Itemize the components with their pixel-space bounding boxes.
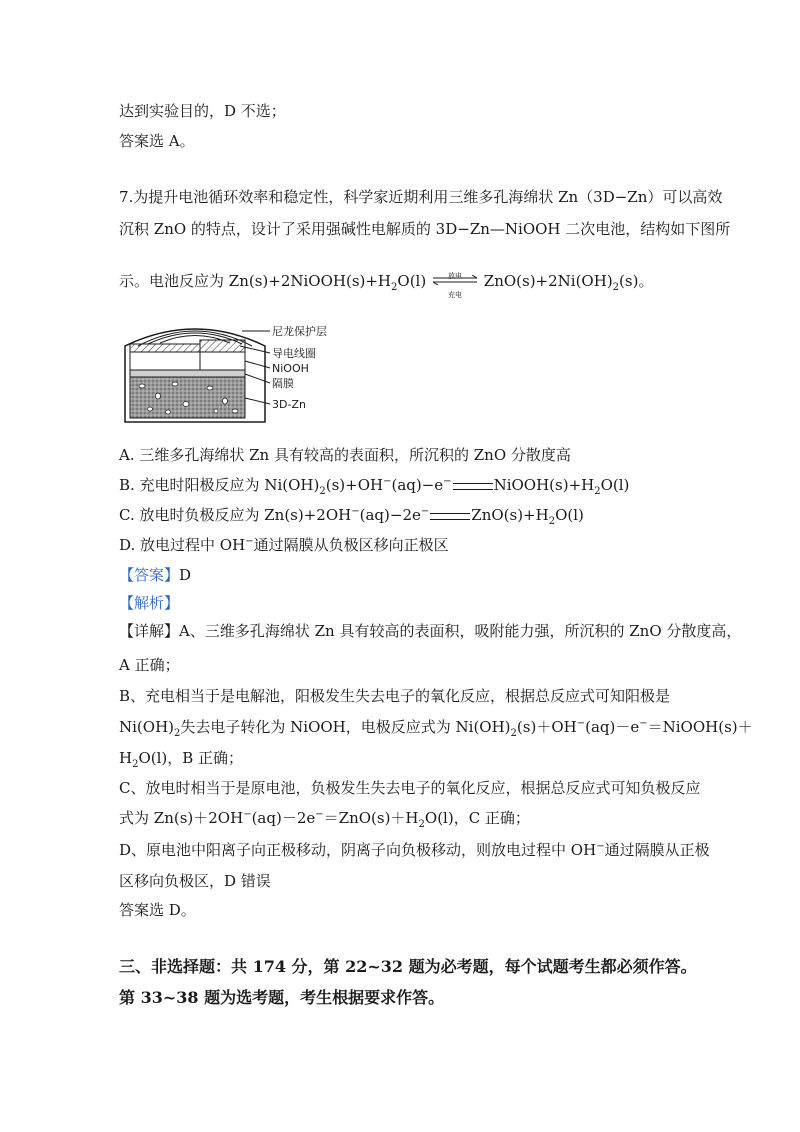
equal-sign-icon xyxy=(430,513,470,520)
subscript: 2 xyxy=(319,486,326,497)
option-text: O(l) xyxy=(555,506,584,524)
analysis-text: (aq)－2e xyxy=(251,809,316,827)
subscript: 2 xyxy=(548,516,556,527)
label-separator: 隔膜 xyxy=(272,377,294,390)
analysis-line: 答案选 D。 xyxy=(119,901,196,919)
subscript: 2 xyxy=(391,282,398,293)
label-coil: 导电线圈 xyxy=(272,347,316,360)
analysis-line: B、充电相当于是电解池，阳极发生失去电子的氧化反应，根据总反应式可知阳极是 xyxy=(119,687,671,705)
analysis-line xyxy=(119,808,530,828)
analysis-line xyxy=(119,748,243,768)
superscript: − xyxy=(351,506,360,517)
superscript: − xyxy=(245,536,254,547)
option-text: (aq)−2e xyxy=(359,506,421,524)
niooh-layer xyxy=(130,352,245,370)
analysis-text: (s)＋OH xyxy=(516,718,577,736)
option-text: (s)+OH xyxy=(325,476,384,494)
stem-text: 示。电池反应为 Zn(s)+2NiOOH(s)+H xyxy=(119,272,392,290)
stem-text: ZnO(s)+2Ni(OH) xyxy=(483,272,613,290)
arrow-label-bottom: 充电 xyxy=(447,291,462,299)
subscript: 2 xyxy=(594,486,601,497)
analysis-line: C、放电时相当于是原电池，负极发生失去电子的氧化反应，根据总反应式可知负极反应 xyxy=(119,779,701,797)
analysis-text: 式为 Zn(s)＋2OH xyxy=(119,809,244,827)
question-stem: 7.为提升电池循环效率和稳定性，科学家近期利用三维多孔海绵状 Zn（3D−Zn）可以高效 xyxy=(119,188,723,206)
option-text: D. 放电过程中 OH xyxy=(119,536,246,554)
separator-layer xyxy=(130,370,245,377)
detail-label: 【详解】 xyxy=(119,622,180,640)
analysis-line: 区移向负极区，D 错误 xyxy=(119,872,271,890)
equal-sign-icon xyxy=(453,483,493,490)
option-a: A. 三维多孔海绵状 Zn 具有较高的表面积，所沉积的 ZnO 分散度高 xyxy=(119,446,571,464)
question-stem xyxy=(119,270,654,299)
superscript: − xyxy=(576,718,586,729)
analysis-text: ＝ZnO(s)＋H xyxy=(323,809,419,827)
superscript: − xyxy=(596,841,605,852)
superscript: − xyxy=(639,718,648,729)
subscript: 2 xyxy=(132,759,139,770)
superscript: − xyxy=(383,476,392,487)
analysis-text: A、三维多孔海绵状 Zn 具有较高的表面积，吸附能力强，所沉积的 ZnO 分散度高， xyxy=(179,622,742,640)
label-niooh: NiOOH xyxy=(272,362,309,375)
option-c xyxy=(119,505,584,525)
analysis-line xyxy=(119,840,710,860)
analysis-text: 失去电子转化为 NiOOH，电极反应式为 Ni(OH) xyxy=(180,718,511,736)
double-arrow-icon xyxy=(431,275,479,285)
analysis-text: (aq)－e xyxy=(585,718,640,736)
option-d xyxy=(119,535,449,555)
analysis-text: 通过隔膜从正极 xyxy=(604,841,710,859)
subscript: 2 xyxy=(510,728,517,739)
text-line: 答案选 A。 xyxy=(119,132,195,150)
superscript: − xyxy=(443,476,452,487)
battery-structure-diagram xyxy=(120,316,350,428)
subscript: 2 xyxy=(174,728,181,739)
answer-value: D xyxy=(179,566,192,584)
superscript: − xyxy=(243,809,252,820)
analysis-text: D、原电池中阳离子向正极移动，阴离子向负极移动，则放电过程中 OH xyxy=(119,841,597,859)
option-text: B. 充电时阳极反应为 Ni(OH) xyxy=(119,476,320,494)
section-heading: 第 33~38 题为选考题，考生根据要求作答。 xyxy=(119,988,445,1007)
subscript: 2 xyxy=(612,282,620,293)
text-line: 达到实验目的，D 不选； xyxy=(119,102,286,120)
3d-zn-layer xyxy=(130,377,245,418)
analysis-line xyxy=(119,621,741,641)
conductive-coil-layer xyxy=(130,344,200,352)
label-nylon: 尼龙保护层 xyxy=(272,325,327,338)
section-heading: 三、非选择题：共 174 分，第 22~32 题为必考题，每个试题考生都必须作答。 xyxy=(119,957,697,976)
subscript: 2 xyxy=(418,819,425,830)
superscript: − xyxy=(315,809,324,820)
answer-label: 【答案】 xyxy=(119,566,180,584)
analysis-line xyxy=(119,717,753,737)
arrow-label-top: 放电 xyxy=(447,272,462,280)
analysis-text: Ni(OH) xyxy=(119,718,175,736)
option-b xyxy=(119,475,629,495)
analysis-line: A 正确； xyxy=(119,656,180,674)
analysis-text: O(l)，C 正确； xyxy=(424,809,530,827)
label-3dzn: 3D-Zn xyxy=(272,398,306,411)
question-stem: 沉积 ZnO 的特点，设计了采用强碱性电解质的 3D−Zn—NiOOH 二次电池，结构如下图所 xyxy=(119,220,731,238)
stem-text: O(l) xyxy=(397,272,427,290)
option-text: O(l) xyxy=(600,476,630,494)
superscript: − xyxy=(420,506,430,517)
option-text: C. 放电时负极反应为 Zn(s)+2OH xyxy=(119,506,352,524)
analysis-text: H xyxy=(119,749,133,767)
option-text: (aq)−e xyxy=(391,476,444,494)
analysis-label: 【解析】 xyxy=(119,594,180,612)
option-text: ZnO(s)+H xyxy=(471,506,549,524)
option-text: NiOOH(s)+H xyxy=(493,476,595,494)
option-text: 通过隔膜从负极区移向正极区 xyxy=(253,536,449,554)
analysis-text: O(l)，B 正确； xyxy=(138,749,244,767)
stem-text: (s)。 xyxy=(619,272,654,290)
analysis-text: ＝NiOOH(s)＋ xyxy=(647,718,753,736)
answer-line xyxy=(119,565,191,585)
reversible-arrow xyxy=(431,270,479,299)
